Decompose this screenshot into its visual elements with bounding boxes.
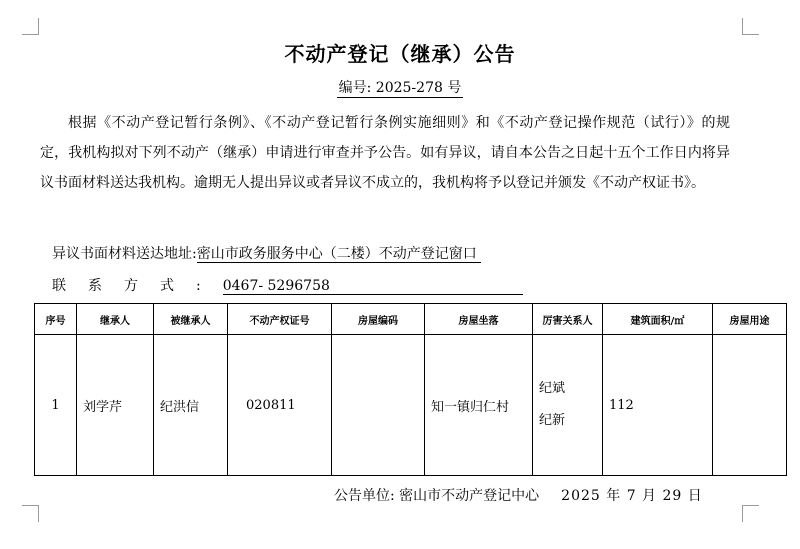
header-cert-no: 不动产权证号 xyxy=(228,304,332,335)
objection-address xyxy=(52,243,481,263)
document-number: 编号: 2025-278 号 xyxy=(338,80,462,96)
contact-info xyxy=(52,275,523,295)
announcement-body: 根据《不动产登记暂行条例》、《不动产登记暂行条例实施细则》和《不动产登记操作规范（试行）》的规定，我机构拟对下列不动产（继承）申请进行审查并予公告。如有异议，请自本公告之日起十五个工作日内将异议书面材料送达我机构。逾期无人提出异议或者异议不成立的，我机构将予以登记并颁发《不动产权证书》。 xyxy=(40,115,730,191)
table-header-row xyxy=(35,304,787,335)
document-title: 不动产登记（继承）公告 xyxy=(284,42,516,66)
cell-heir: 刘学芹 xyxy=(77,335,154,476)
announcement-footer xyxy=(334,485,703,505)
table-row xyxy=(35,335,787,476)
contact-value: 0467- 5296758 xyxy=(223,278,523,295)
related-party: 纪斌 xyxy=(539,381,566,396)
related-party: 纪新 xyxy=(539,413,566,428)
contact-label: 联系方式: xyxy=(52,278,223,294)
header-area: 建筑面积/㎡ xyxy=(603,304,713,335)
cell-area: 112 xyxy=(603,335,713,476)
header-house-code: 房屋编码 xyxy=(332,304,425,335)
page-corner-mark-top-right xyxy=(742,18,759,35)
header-heir: 继承人 xyxy=(77,304,154,335)
header-deceased: 被继承人 xyxy=(154,304,228,335)
cell-usage xyxy=(713,335,787,476)
cell-house-code xyxy=(332,335,425,476)
objection-address-label: 异议书面材料送达地址: xyxy=(52,246,197,262)
cell-index: 1 xyxy=(35,335,77,476)
page-corner-mark-bottom-right xyxy=(742,505,759,522)
page-corner-mark-top-left xyxy=(22,18,39,35)
cell-location: 知一镇归仁村 xyxy=(425,335,533,476)
issue-date: 2025 年 7 月 29 日 xyxy=(561,488,703,504)
cell-cert-no: 020811 xyxy=(228,335,332,476)
page-corner-mark-bottom-left xyxy=(22,505,39,522)
cell-related-parties xyxy=(533,335,603,476)
objection-address-value: 密山市政务服务中心（二楼）不动产登记窗口 xyxy=(197,246,481,263)
cell-deceased: 纪洪信 xyxy=(154,335,228,476)
header-usage: 房屋用途 xyxy=(713,304,787,335)
registration-table xyxy=(34,303,787,476)
header-related-parties: 厉害关系人 xyxy=(533,304,603,335)
header-location: 房屋坐落 xyxy=(425,304,533,335)
issuer: 公告单位: 密山市不动产登记中心 xyxy=(334,488,540,504)
header-index: 序号 xyxy=(35,304,77,335)
